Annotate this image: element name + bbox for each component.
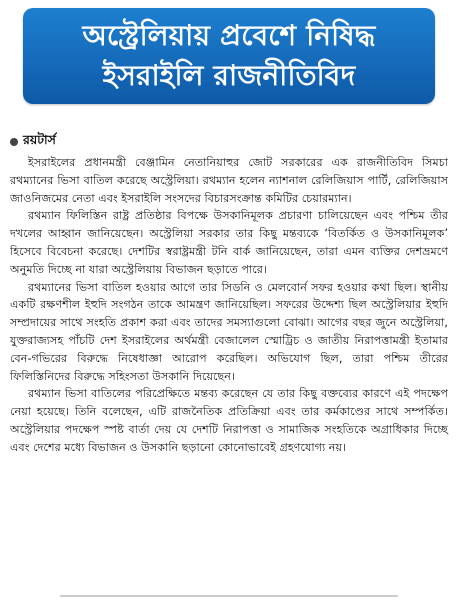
article-body xyxy=(10,154,448,457)
headline-line-1: অস্ট্রেলিয়ায় প্রবেশে নিষিদ্ধ xyxy=(82,19,376,52)
headline-line-2: ইসরাইলি রাজনীতিবিদ xyxy=(102,59,356,92)
article-paragraph: ইসরাইলের প্রধানমন্ত্রী বেঞ্জামিন নেতানিয়াহুর জোট সরকারের এক রাজনীতিবিদ সিমচা রথম্যানের ভিসা বাতিল করেছে অস্ট্রেলিয়া। রথম্যান হলেন ন্যাশনাল রেলিজিয়াস পার্টি, রেলিজিয়াস জাওনিজমের নেতা এবং ইসরাইলি সংসদের বিচারসংক্রান্ত কমিটির চেয়ারম্যান। xyxy=(10,156,448,205)
byline xyxy=(10,132,448,152)
article-paragraph: রথম্যান ভিসা বাতিলের পরিপ্রেক্ষিতে মন্তব্য করেছেন যে তার কিছু বক্তব্যের কারণে এই পদক্ষেপ নেয়া হয়েছে। তিনি বলেছেন, এটি রাজনৈতিক প্রতিক্রিয়া এবং তার কর্মকাণ্ডের সাথে সম্পর্কিত। অস্ট্রেলিয়ার পদক্ষেপ স্পষ্ট বার্তা দেয় যে দেশটি নিরাপত্তা ও সামাজিক সংহতিকে অগ্রাধিকার দিচ্ছে এবং দেশের মধ্যে বিভাজন ও উসকানি ছড়ানো কোনোভাবেই গ্রহণযোগ্য নয়। xyxy=(10,387,448,454)
article-paragraph: রথম্যান ফিলিস্তিন রাষ্ট্র প্রতিষ্ঠার বিপক্ষে উসকানিমূলক প্রচারণা চালিয়েছেন এবং পশ্চিম তীর দখলের আহ্বান জানিয়েছেন। অস্ট্রেলিয়া সরকার তার কিছু মন্তব্যকে ‘বিতর্কিত ও উসকানিমূলক’ হিসেবে বিবেচনা করেছে। দেশটির স্বরাষ্ট্রমন্ত্রী টনি বার্ক জানিয়েছেন, তারা এমন ব্যক্তির দেশভ্রমণে অনুমতি দিচ্ছে না যারা অস্ট্রেলিয়ায় বিভাজন ছড়াতে পারে। xyxy=(10,209,448,276)
article-paragraph: রথম্যানের ভিসা বাতিল হওয়ার আগে তার সিডনি ও মেলবোর্ন সফর হওয়ার কথা ছিল। স্থানীয় একটি রক্ষণশীল ইহুদি সংগঠন তাকে আমন্ত্রণ জানিয়েছিল। সফরের উদ্দেশ্য ছিল অস্ট্রেলিয়ার ইহুদি সম্প্রদায়ের সাথে সংহতি প্রকাশ করা এবং তাদের সমস্যাগুলো বোঝা। আগের বছর জুনে অস্ট্রেলিয়া, যুক্তরাজ্যসহ পাঁচটি দেশ ইসরাইলের অর্থমন্ত্রী বেজালেল স্মোট্রিচ ও জাতীয় নিরাপত্তামন্ত্রী ইতামার বেন-গভিরের বিরুদ্ধে নিষেধাজ্ঞা আরোপ করেছিল। অভিযোগ ছিল, তারা পশ্চিম তীরের ফিলিস্তিনিদের বিরুদ্ধে সহিংসতা উসকানি দিয়েছেন। xyxy=(10,280,448,383)
bullet-icon xyxy=(10,138,18,146)
bottom-divider xyxy=(60,595,398,597)
byline-source: রয়টার্স xyxy=(23,132,56,147)
headline-banner xyxy=(23,8,435,104)
